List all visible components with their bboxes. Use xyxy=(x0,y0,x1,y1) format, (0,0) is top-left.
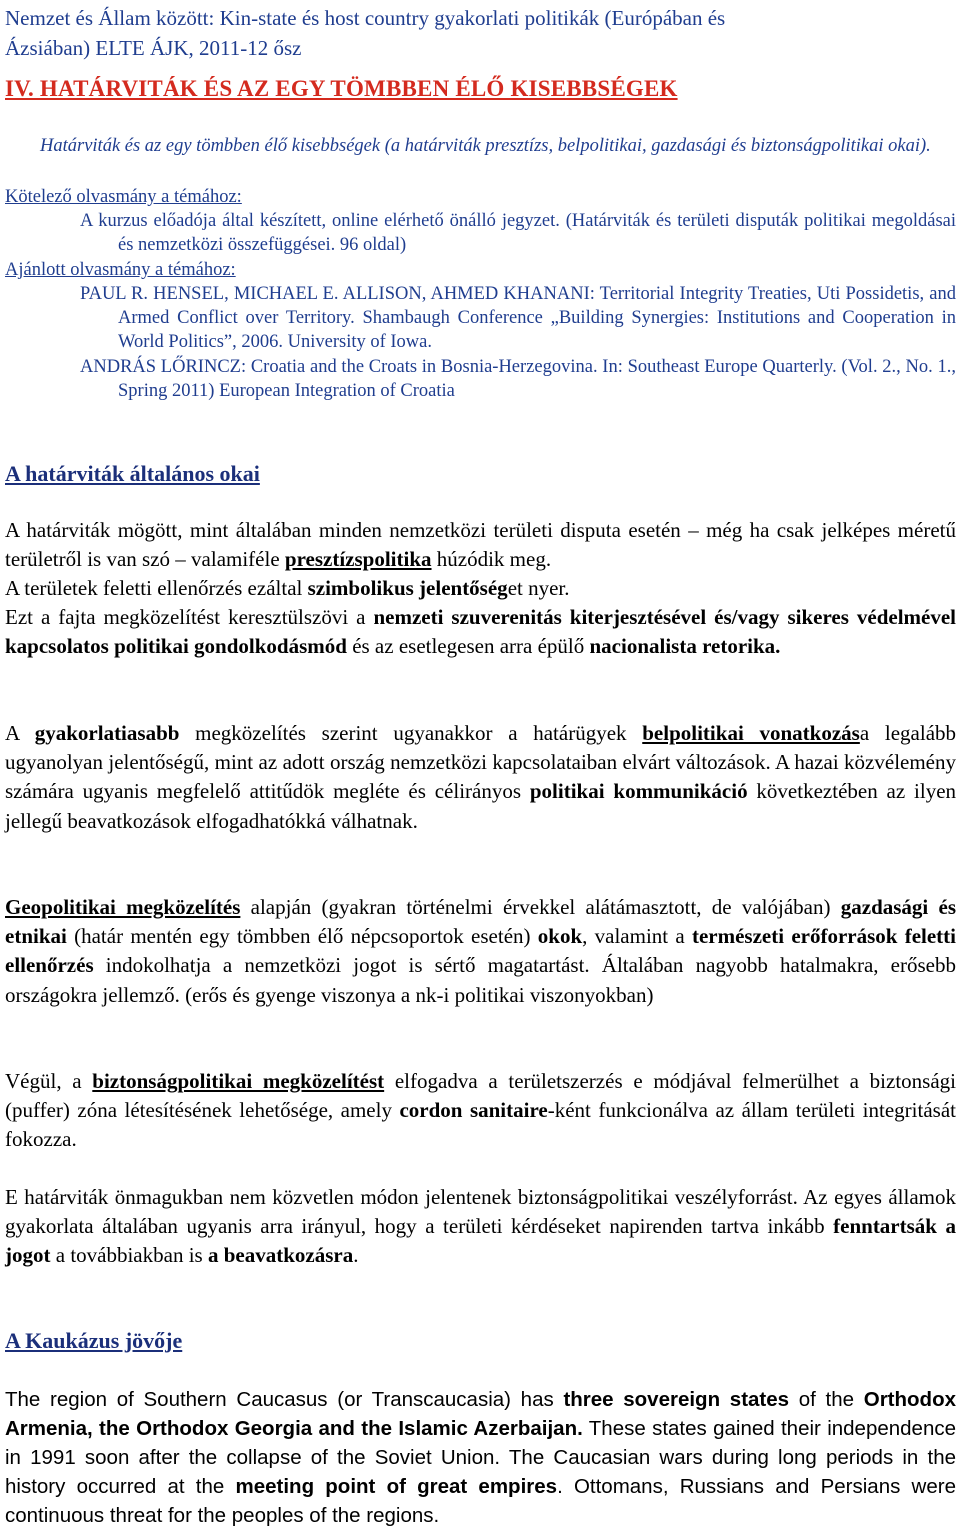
page-header xyxy=(5,3,955,63)
chapter-abstract: Határviták és az egy tömbben élő kisebbségek (a határviták presztízs, belpolitikai, gazdasági és biztonságpolitikai okai). xyxy=(40,136,931,156)
section-title-caucasus: A Kaukázus jövője xyxy=(5,1328,183,1353)
paragraph-caucasus: The region of Southern Caucasus (or Transcaucasia) has three sovereign states of the Orthodox Armenia, the Orthodox Georgia and the Islamic Azerbaijan. These states gained their independence in 1991 soon after the collapse of the Soviet Union. The Caucasian wars during long periods in the history occurred at the meeting point of great empires. Ottomans, Russians and Persians were continuous threat for the peoples of the regions. xyxy=(5,1388,957,1527)
paragraph-4: Geopolitikai megközelítés alapján (gyakran történelmi érvekkel alátámasztott, de valójában) gazdasági és etnikai (határ mentén egy tömbben élő népcsoportok esetén) okok, valamint a természeti erőforrások feletti ellenőrzés indokolhatja a nemzetközi jogot is sértő magatartást. Általában nagyobb hatalmakra, erősebb országokra jellemző. (erős és gyenge viszonya a nk-i politikai viszonyokban) xyxy=(5,895,957,1007)
recommended-reading-ref-2: ANDRÁS LŐRINCZ: Croatia and the Croats in Bosnia-Herzegovina. In: Southeast Europe Quarterly. (Vol. 2., No. 1., Spring 2011) European Integration of Croatia xyxy=(80,357,956,401)
recommended-reading-label: Ajánlott olvasmány a témához: xyxy=(5,260,236,280)
recommended-reading-ref-1: PAUL R. HENSEL, MICHAEL E. ALLISON, AHMED KHANANI: Territorial Integrity Treaties, Uti Possidetis, and Armed Conflict over Territory. Shambaugh Conference „Building Synergies: Institutions and Cooperation in World Politics”, 2006. University of Iowa. xyxy=(80,284,956,352)
header-line-2: Ázsiában) ELTE ÁJK, 2011-12 ősz xyxy=(5,36,302,60)
required-reading-text: A kurzus előadója által készített, online elérhető önálló jegyzet. (Határviták és területi disputák politikai megoldásai és nemzetközi összefüggései. 96 oldal) xyxy=(80,211,956,255)
paragraph-5: Végül, a biztonságpolitikai megközelítést elfogadva a területszerzés e módjával felmerülhet a biztonsági (puffer) zóna létesítésének lehetősége, amely cordon sanitaire-ként funkcionálva az állam területi integritását fokozza. xyxy=(5,1069,956,1152)
header-line-1: Nemzet és Állam között: Kin-state és host country gyakorlati politikák (Európában és xyxy=(5,6,726,30)
paragraph-6: E határviták önmagukban nem közvetlen módon jelentenek biztonságpolitikai veszélyforrást. Az egyes államok gyakorlata általában ugyanis arra irányul, hogy a területi kérdéseket napirenden tartva inkább fenntartsák a jogot a továbbiakban is a beavatkozásra. xyxy=(5,1185,956,1268)
section-title-border-disputes: A határviták általános okai xyxy=(5,461,260,486)
paragraph-3: A gyakorlatiasabb megközelítés szerint ugyanakkor a határügyek belpolitikai vonatkozása legalább ugyanolyan jelentőségű, mint az adott ország nemzetközi kapcsolataiban elvárt változások. A hazai közvélemény számára ugyanis megfelelő attitűdök megléte és célirányos politikai kommunikáció következtében az ilyen jellegű beavatkozások elfogadhatókká válhatnak. xyxy=(5,721,957,833)
required-reading-label: Kötelező olvasmány a témához: xyxy=(5,187,242,207)
paragraph-1: A határviták mögött, mint általában minden nemzetközi területi disputa esetén – még ha csak jelképes méretű területről is van szó – valamiféle presztízspolitika húzódik meg. A területek feletti ellenőrzés ezáltal szimbolikus jelentőséget nyer. xyxy=(5,518,956,601)
chapter-title: IV. HATÁRVITÁK ÉS AZ EGY TÖMBBEN ÉLŐ KISEBBSÉGEK xyxy=(5,76,678,101)
paragraph-2: Ezt a fajta megközelítést keresztülszövi a nemzeti szuverenitás kiterjesztésével és/vagy sikeres védelmével kapcsolatos politikai gondolkodásmód és az esetlegesen arra épülő nacionalista retorika. xyxy=(5,605,956,659)
